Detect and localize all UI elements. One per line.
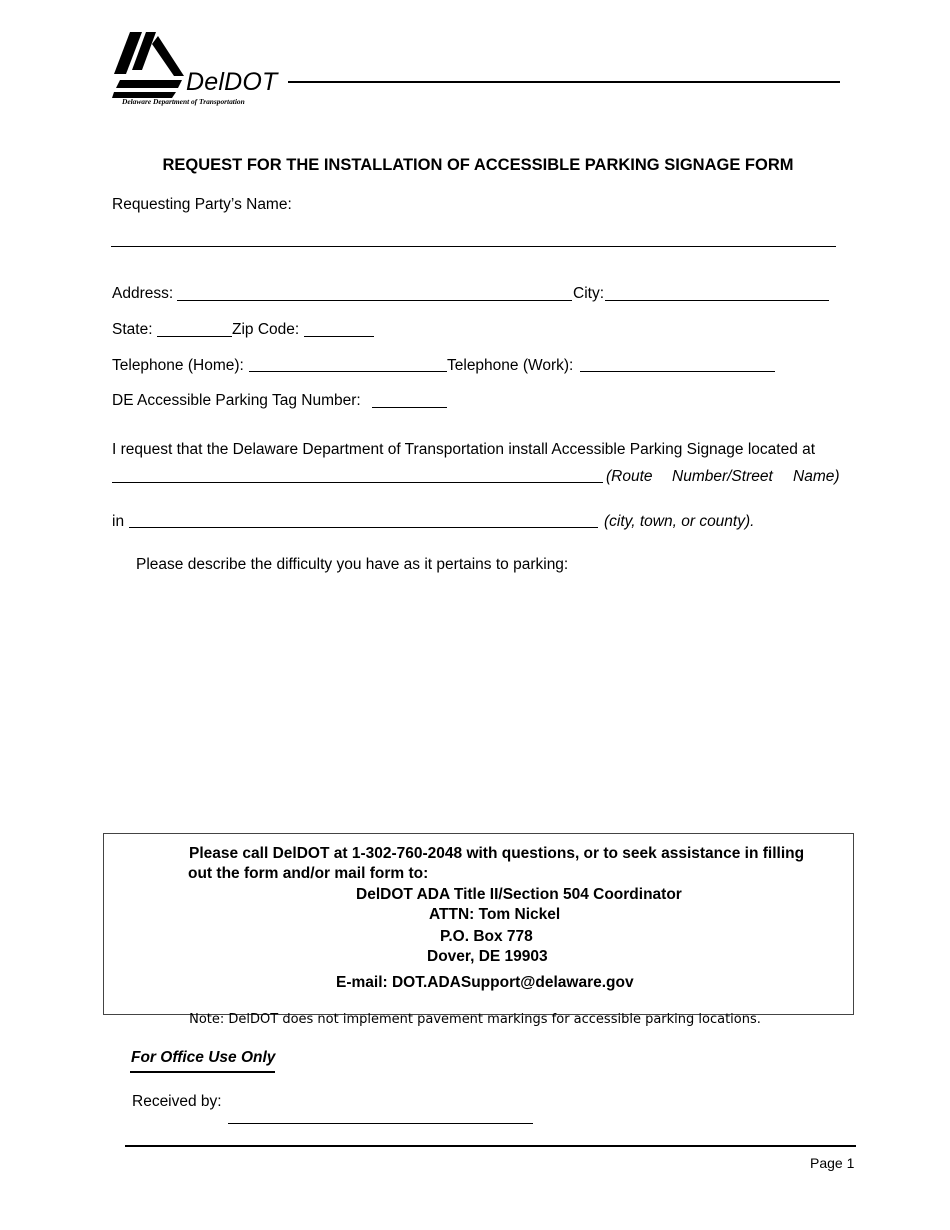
zip-label: Zip Code: — [232, 321, 300, 338]
page-number: Page 1 — [810, 1155, 855, 1171]
address-field[interactable] — [177, 300, 572, 301]
route-hint-3: Name) — [793, 468, 840, 485]
tel-home-label: Telephone (Home): — [112, 357, 244, 374]
logo-subtitle: Delaware Department of Transportation — [122, 97, 245, 106]
po-box-line: P.O. Box 778 — [440, 928, 533, 945]
tag-number-label: DE Accessible Parking Tag Number: — [112, 392, 361, 409]
municipality-field[interactable] — [129, 527, 598, 528]
tag-number-field[interactable] — [372, 407, 447, 408]
footer-rule — [125, 1145, 856, 1147]
request-text: I request that the Delaware Department of Transportation install Accessible Parking Signage located at — [112, 441, 816, 458]
tel-work-field[interactable] — [580, 371, 775, 372]
contact-line-1: Please call DelDOT at 1-302-760-2048 with questions, or to seek assistance in filling — [189, 845, 805, 862]
office-use-heading: For Office Use Only — [131, 1049, 276, 1066]
in-label: in — [112, 513, 125, 530]
describe-label: Please describe the difficulty you have as it pertains to parking: — [136, 556, 569, 573]
deldot-logo-icon — [112, 30, 187, 100]
state-field[interactable] — [157, 336, 232, 337]
route-hint-2: Number/Street — [672, 468, 773, 485]
city-hint: (city, town, or county). — [604, 513, 755, 530]
city-label: City: — [573, 285, 604, 302]
attn-line: ATTN: Tom Nickel — [429, 906, 561, 923]
location-field[interactable] — [112, 482, 603, 483]
logo-text: DelDOT — [186, 68, 278, 96]
requesting-party-label: Requesting Party’s Name: — [112, 196, 292, 213]
address-label: Address: — [112, 285, 174, 302]
contact-line-2: out the form and/or mail form to: — [188, 865, 429, 882]
email-line[interactable]: E-mail: DOT.ADASupport@delaware.gov — [336, 974, 634, 991]
city-state-line: Dover, DE 19903 — [427, 948, 548, 965]
state-label: State: — [112, 321, 153, 338]
zip-field[interactable] — [304, 336, 374, 337]
received-by-label: Received by: — [132, 1093, 222, 1110]
describe-area[interactable] — [136, 580, 836, 820]
route-hint-1: (Route — [606, 468, 653, 485]
requesting-party-field[interactable] — [111, 246, 836, 247]
tel-home-field[interactable] — [249, 371, 447, 372]
city-field[interactable] — [605, 300, 829, 301]
received-by-field[interactable] — [228, 1123, 533, 1124]
office-use-underline — [130, 1071, 275, 1073]
contact-box — [103, 833, 854, 1015]
pavement-note: Note: DelDOT does not implement pavement markings for accessible parking locations. — [189, 1012, 761, 1027]
form-title: REQUEST FOR THE INSTALLATION OF ACCESSIBLE PARKING SIGNAGE FORM — [162, 156, 794, 174]
header-rule — [288, 81, 840, 83]
deldot-logo — [112, 30, 287, 110]
coordinator-title: DelDOT ADA Title II/Section 504 Coordinator — [356, 886, 682, 903]
tel-work-label: Telephone (Work): — [447, 357, 574, 374]
